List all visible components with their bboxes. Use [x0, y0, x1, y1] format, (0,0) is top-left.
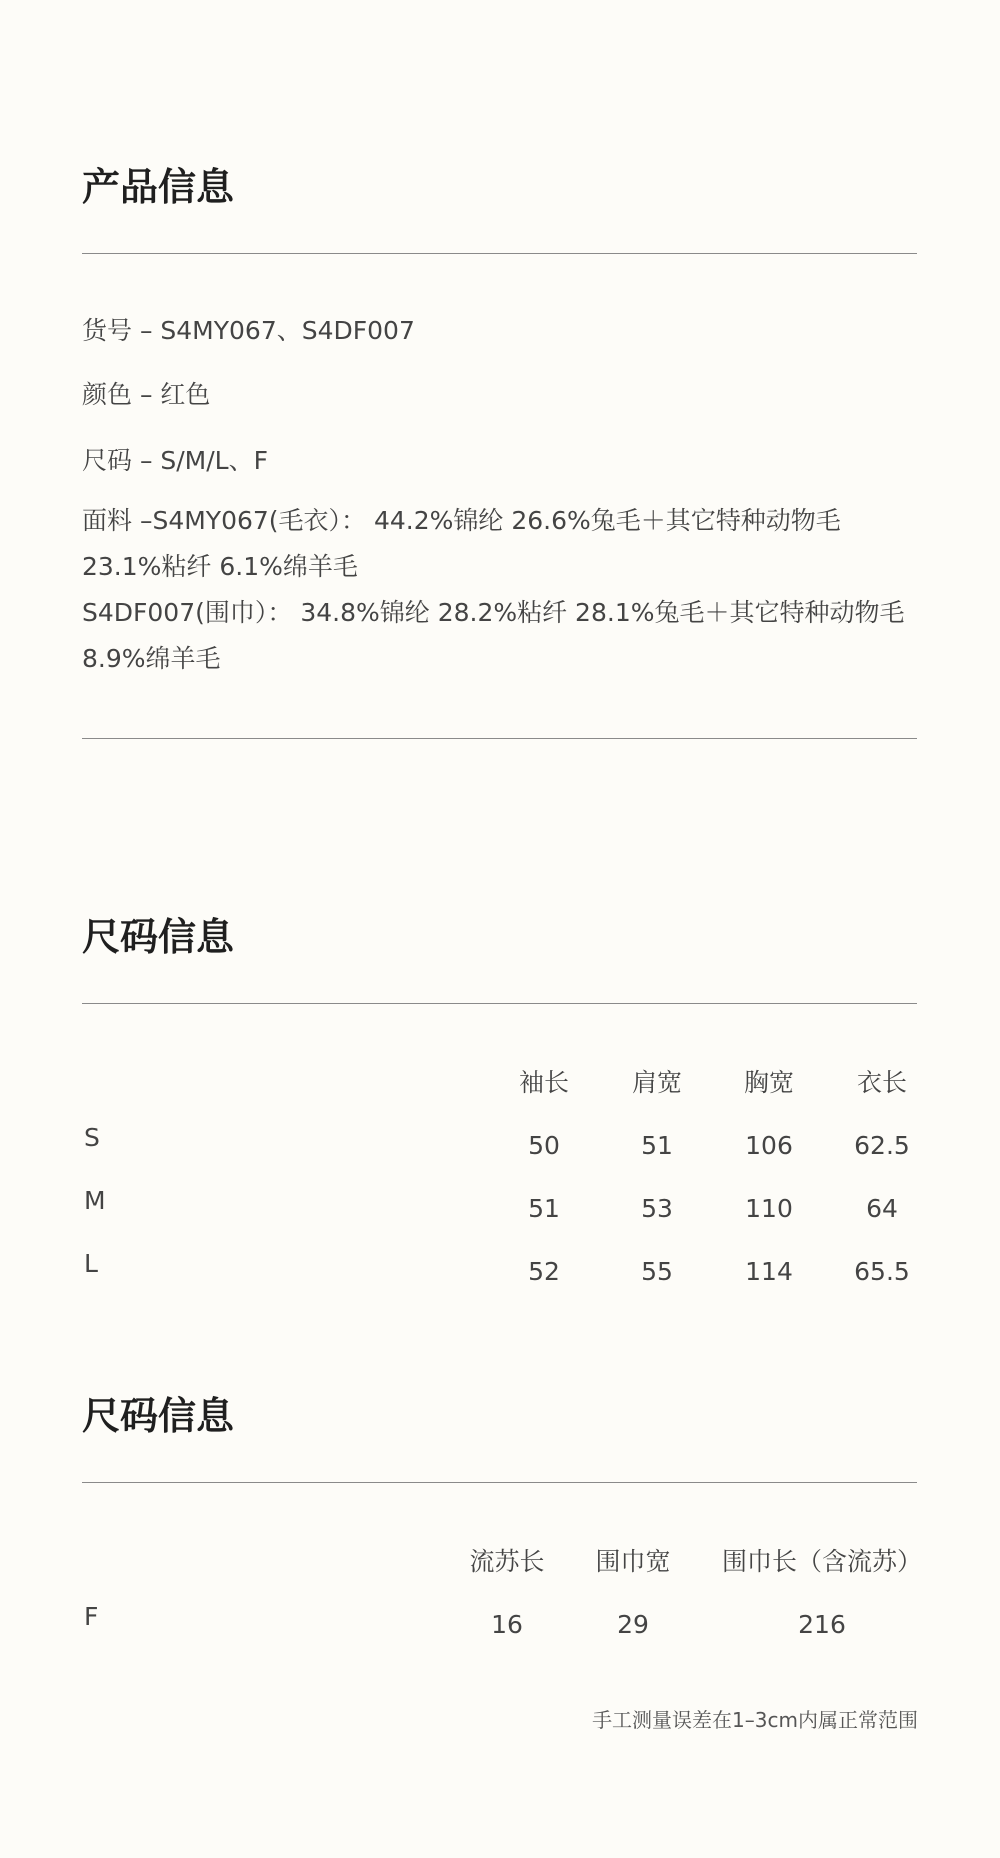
- fabric-line: 8.9%绵羊毛: [82, 644, 221, 673]
- table-cell: 106: [745, 1131, 793, 1160]
- fabric-line: S4DF007(围巾）： 34.8%锦纶 28.2%粘纤 28.1%兔毛＋其它特种动物毛: [82, 598, 905, 627]
- table-cell: 51: [528, 1194, 560, 1223]
- product-info-title: 产品信息: [82, 165, 235, 209]
- table-cell: 114: [745, 1257, 793, 1286]
- divider: [82, 1003, 917, 1004]
- item-number: 货号 – S4MY067、S4DF007: [82, 316, 415, 345]
- row-label: M: [84, 1186, 106, 1215]
- color-info: 颜色 – 红色: [82, 380, 211, 409]
- row-label: L: [84, 1249, 98, 1278]
- column-header: 衣长: [856, 1068, 907, 1097]
- table-cell: 55: [641, 1257, 673, 1286]
- fabric-composition: [82, 498, 922, 682]
- size-info: 尺码 – S/M/L、F: [82, 446, 268, 475]
- size-info-title: 尺码信息: [82, 1394, 235, 1438]
- divider: [82, 1482, 917, 1483]
- table-cell: 64: [866, 1194, 898, 1223]
- size-info-title: 尺码信息: [82, 915, 235, 959]
- table-cell: 52: [528, 1257, 560, 1286]
- divider: [82, 253, 917, 254]
- column-header: 胸宽: [743, 1068, 794, 1097]
- table-cell: 50: [528, 1131, 560, 1160]
- column-header: 肩宽: [631, 1068, 682, 1097]
- column-header: 袖长: [518, 1068, 569, 1097]
- table-cell: 51: [641, 1131, 673, 1160]
- table-cell: 53: [641, 1194, 673, 1223]
- fabric-line: 面料 –S4MY067(毛衣）： 44.2%锦纶 26.6%兔毛＋其它特种动物毛: [82, 506, 841, 535]
- row-label: F: [84, 1602, 99, 1631]
- table-cell: 16: [491, 1610, 523, 1639]
- divider: [82, 738, 917, 739]
- row-label: S: [84, 1123, 100, 1152]
- column-header: 围巾宽: [595, 1547, 671, 1576]
- table-cell: 62.5: [854, 1131, 910, 1160]
- column-header: 流苏长: [469, 1547, 545, 1576]
- column-header: 围巾长（含流苏）: [721, 1547, 922, 1576]
- table-cell: 65.5: [854, 1257, 910, 1286]
- measurement-note: 手工测量误差在1–3cm内属正常范围: [592, 1708, 918, 1732]
- table-cell: 216: [798, 1610, 846, 1639]
- table-cell: 29: [617, 1610, 649, 1639]
- table-cell: 110: [745, 1194, 793, 1223]
- fabric-line: 23.1%粘纤 6.1%绵羊毛: [82, 552, 358, 581]
